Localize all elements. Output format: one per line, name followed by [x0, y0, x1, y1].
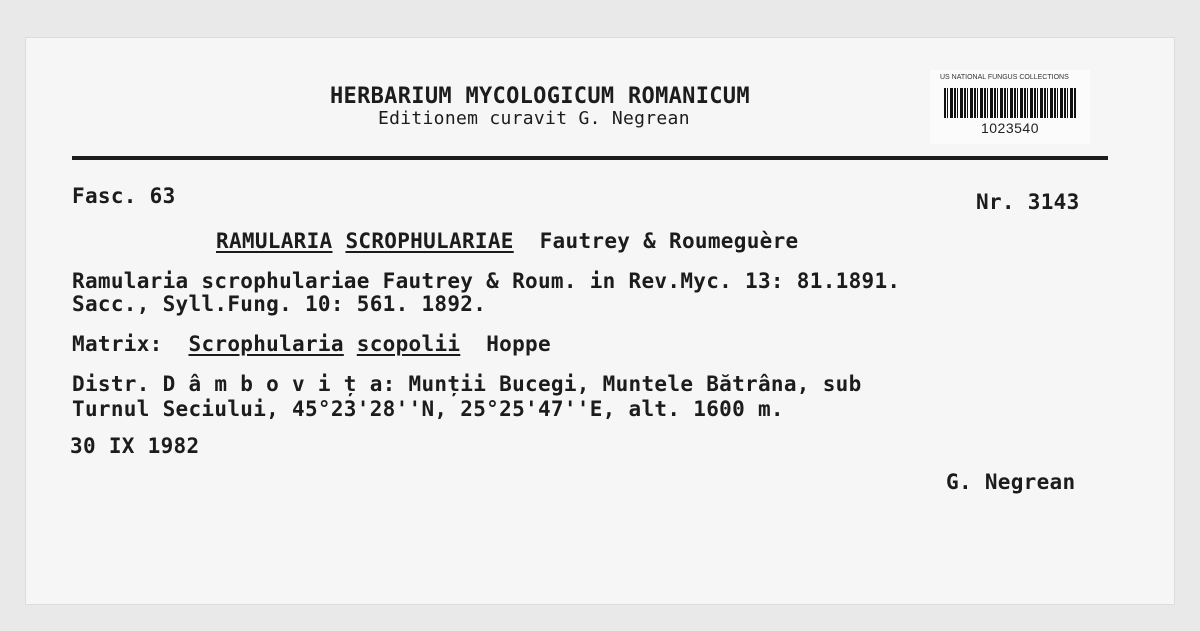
species-name	[216, 229, 798, 253]
citation-line-1: Ramularia scrophulariae Fautrey & Roum. in Rev.Myc. 13: 81.1891.	[72, 269, 901, 293]
fascicle-number: Fasc. 63	[72, 184, 176, 208]
distribution-line-2: Turnul Seciului, 45°23'28''N, 25°25'47''E, alt. 1600 m.	[72, 397, 784, 421]
label-title: HERBARIUM MYCOLOGICUM ROMANICUM	[330, 84, 750, 109]
header-divider	[72, 156, 1108, 160]
barcode-number: 1023540	[980, 120, 1039, 136]
distribution-line-1: Distr. D â m b o v i ț a: Munții Bucegi, Muntele Bătrâna, sub	[72, 372, 862, 396]
matrix-label: Matrix:	[72, 332, 163, 356]
collection-date: 30 IX 1982	[70, 434, 200, 458]
matrix-epithet: scopolii	[356, 332, 461, 356]
matrix-line	[72, 332, 551, 356]
species-genus: RAMULARIA	[216, 229, 333, 253]
barcode-collection: US NATIONAL FUNGUS COLLECTIONS	[940, 74, 1069, 81]
matrix-author: Hoppe	[486, 332, 551, 356]
species-authors: Fautrey & Roumeguère	[539, 229, 799, 253]
barcode	[930, 70, 1090, 144]
species-epithet: SCROPHULARIAE	[345, 229, 514, 253]
collector-name: G. Negrean	[946, 470, 1076, 494]
label-subtitle: Editionem curavit G. Negrean	[378, 108, 690, 129]
matrix-genus: Scrophularia	[188, 332, 344, 356]
exsiccata-number: Nr. 3143	[976, 190, 1080, 214]
citation-line-2: Sacc., Syll.Fung. 10: 561. 1892.	[72, 292, 487, 316]
barcode-bars	[944, 88, 1076, 118]
